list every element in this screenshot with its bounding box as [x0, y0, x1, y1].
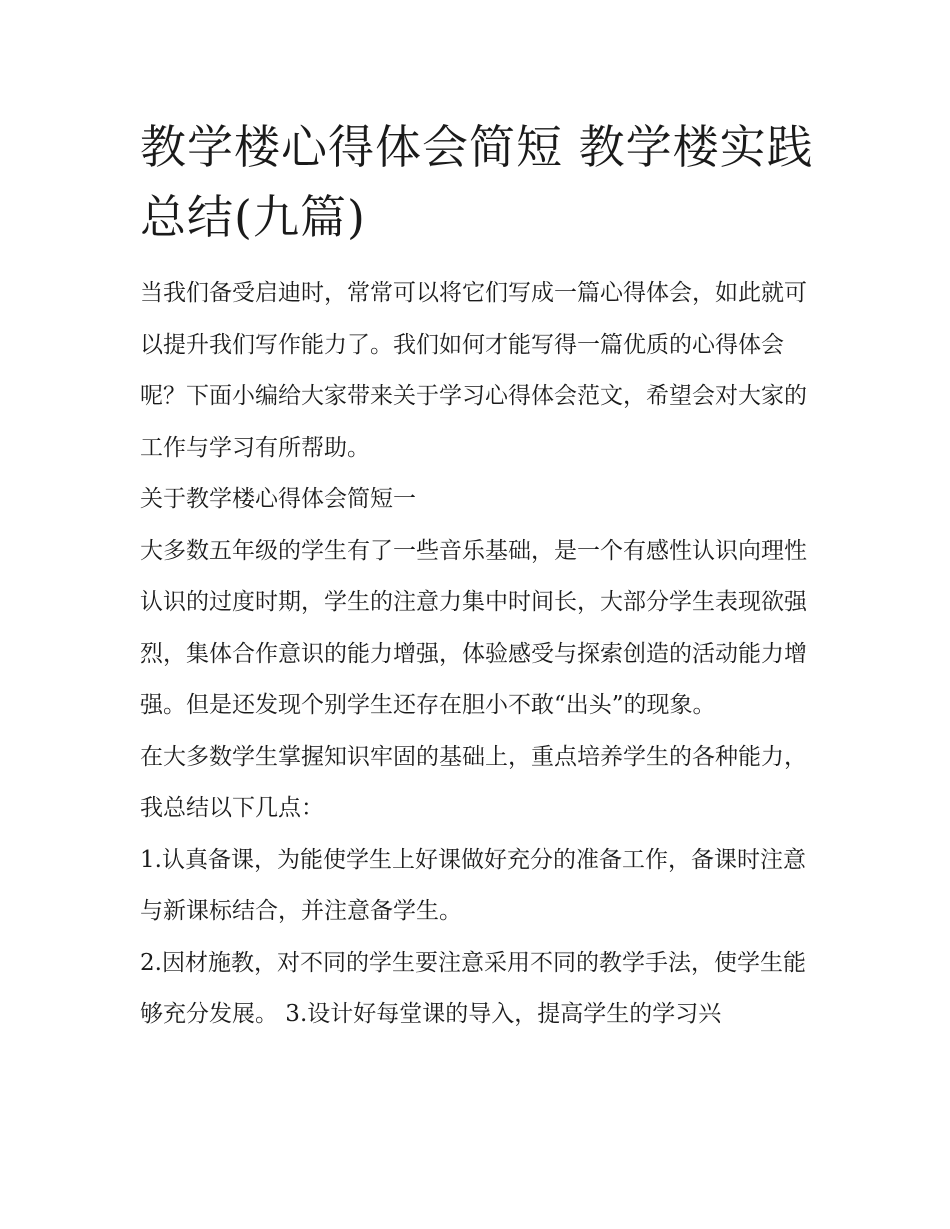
section-heading: 关于教学楼心得体会简短一 — [140, 486, 416, 512]
document-title: 教学楼心得体会简短 教学楼实践总结(九篇) — [140, 120, 814, 244]
list-item-2-3: 2.因材施教，对不同的学生要注意采用不同的教学手法，使学生能够充分发展。 3.设计好每堂课的导入，提高学生的学习兴 — [140, 949, 806, 1027]
document-content — [140, 112, 815, 1041]
document-body — [140, 268, 815, 1041]
paragraph-intro: 当我们备受启迪时，常常可以将它们写成一篇心得体会，如此就可以提升我们写作能力了。我们如何才能写得一篇优质的心得体会呢？下面小编给大家带来关于学习心得体会范文，希望会对大家的工作与学习有所帮助。 — [140, 280, 807, 461]
paragraph-student-analysis: 大多数五年级的学生有了一些音乐基础，是一个有感性认识向理性认识的过度时期，学生的注意力集中时间长，大部分学生表现欲强烈，集体合作意识的能力增强，体验感受与探索创造的活动能力增强。但是还发现个别学生还存在胆小不敢“出头”的现象。 — [140, 537, 807, 718]
paragraph-summary-lead: 在大多数学生掌握知识牢固的基础上，重点培养学生的各种能力，我总结以下几点： — [140, 743, 807, 821]
list-item-1: 1.认真备课，为能使学生上好课做好充分的准备工作，备课时注意与新课标结合，并注意备学生。 — [140, 846, 806, 924]
